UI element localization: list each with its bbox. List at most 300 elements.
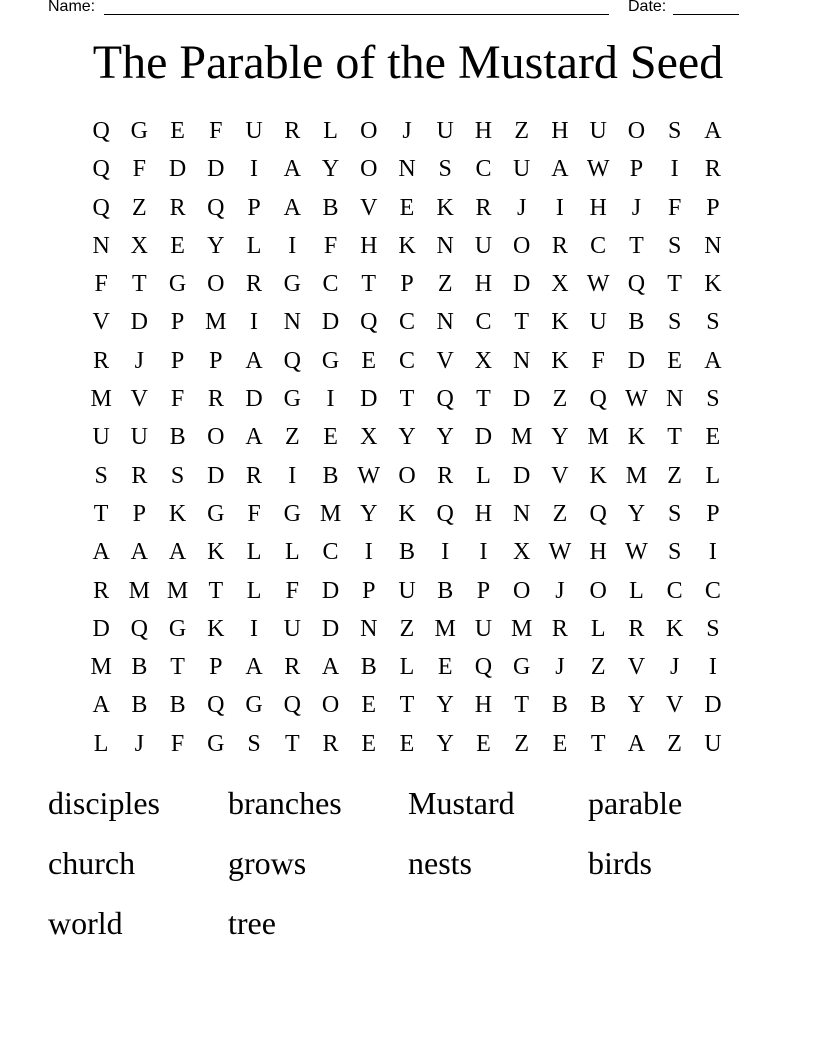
grid-letter: V [551,462,569,489]
grid-letter: S [706,386,720,413]
grid-letter: O [513,577,531,604]
grid-letter: R [322,730,339,757]
grid-row [82,495,732,533]
grid-letter: V [130,386,149,413]
grid-letter: B [628,309,645,336]
grid-letter: R [551,615,568,642]
grid-letter: L [590,615,606,642]
grid-letter: J [517,194,527,221]
grid-letter: J [134,730,145,757]
grid-letter: S [667,539,682,566]
grid-letter: R [93,577,110,604]
grid-letter: Q [207,692,225,719]
grid-letter: V [92,309,110,336]
grid-letter: K [398,232,416,259]
grid-letter: F [94,271,108,298]
grid-letter: F [667,194,682,221]
grid-letter: T [476,386,491,413]
grid-letter: L [246,539,262,566]
grid-letter: T [590,730,606,757]
grid-letter: U [513,156,531,183]
grid-letter: Z [514,118,530,144]
grid-letter: A [283,156,301,183]
grid-letter: G [283,386,301,413]
header [48,0,748,18]
grid-letter: J [555,577,565,604]
grid-letter: V [627,654,646,681]
grid-letter: A [245,424,263,451]
grid-row [82,725,732,763]
word-bank-item: world [48,905,123,941]
grid-letter: G [168,615,187,642]
grid-letter: I [250,156,259,183]
grid-letter: D [474,424,493,451]
grid-letter: T [93,500,109,527]
grid-letter: J [134,347,145,374]
grid-letter: F [285,577,299,604]
grid-letter: K [436,194,454,221]
grid-letter: B [322,194,339,221]
grid-letter: O [321,692,340,719]
grid-letter: W [625,386,648,413]
grid-row [82,303,732,341]
grid-letter: D [321,577,340,604]
grid-letter: D [130,309,149,336]
grid-letter: J [555,654,565,681]
grid-letter: T [667,424,682,451]
grid-letter: C [475,309,492,336]
grid-letter: L [399,654,415,681]
grid-letter: A [704,118,722,144]
grid-letter: O [589,577,607,604]
word-bank-item: parable [588,785,683,821]
grid-letter: Z [132,194,147,221]
grid-letter: G [207,500,225,527]
grid-letter: R [284,654,301,681]
grid-letter: D [704,692,722,719]
grid-letter: W [586,156,610,183]
grid-letter: T [399,692,415,719]
grid-letter: Y [436,692,454,719]
grid-letter: X [130,232,149,259]
grid-letter: D [627,347,646,374]
grid-letter: C [322,539,339,566]
grid-letter: T [361,271,377,298]
grid-row [82,342,732,380]
grid-letter: Q [283,692,301,719]
grid-letter: S [667,500,682,527]
grid-letter: H [360,232,378,259]
grid-letter: O [207,271,225,298]
grid-letter: D [513,271,531,298]
grid-letter: U [704,730,722,757]
grid-letter: G [283,500,301,527]
grid-letter: F [323,232,338,259]
grid-letter: S [706,309,720,336]
grid-letter: Q [283,347,301,374]
grid-letter: R [246,271,263,298]
grid-letter: P [706,194,720,221]
grid-letter: C [398,309,415,336]
grid-letter: I [479,539,488,566]
grid-letter: O [207,424,225,451]
grid-letter: N [436,232,454,259]
grid-letter: X [551,271,569,298]
grid-letter: R [284,118,301,144]
grid-letter: E [437,654,453,681]
grid-letter: L [476,462,491,489]
grid-letter: B [169,692,186,719]
grid-letter: R [628,615,645,642]
grid-letter: K [168,500,187,527]
grid-letter: T [629,232,644,259]
grid-letter: P [209,654,223,681]
grid-letter: B [551,692,568,719]
grid-letter: Q [436,500,454,527]
grid-letter: M [319,500,342,527]
grid-letter: X [513,539,531,566]
grid-letter: H [474,500,493,527]
grid-letter: T [208,577,224,604]
grid-letter: S [667,118,682,144]
grid-letter: E [361,730,377,757]
grid-letter: K [704,271,722,298]
grid-letter: P [209,347,223,374]
grid-letter: M [90,654,112,681]
grid-letter: F [591,347,605,374]
grid-letter: I [250,615,259,642]
grid-letter: M [434,615,456,642]
grid-letter: T [514,309,530,336]
grid-letter: N [92,232,110,259]
grid-letter: A [551,156,569,183]
grid-letter: B [590,692,607,719]
grid-letter: E [476,730,491,757]
grid-letter: O [398,462,416,489]
grid-letter: A [245,654,263,681]
grid-letter: R [169,194,186,221]
grid-letter: Z [437,271,453,298]
grid-letter: M [128,577,151,604]
grid-letter: P [247,194,261,221]
grid-letter: D [513,386,531,413]
grid-letter: Q [436,386,454,413]
grid-letter: U [398,577,416,604]
grid-letter: N [704,232,722,259]
word-bank [48,783,768,963]
grid-letter: S [667,232,682,259]
grid-letter: T [170,654,185,681]
grid-letter: O [513,232,531,259]
grid-letter: Z [667,462,682,489]
grid-letter: C [590,232,607,259]
grid-letter: L [246,577,262,604]
grid-letter: P [706,500,720,527]
grid-row [82,227,732,265]
grid-row [82,418,732,456]
grid-letter: Q [474,654,493,681]
word-bank-item: birds [588,845,652,881]
grid-letter: Z [552,386,568,413]
grid-letter: H [589,194,607,221]
grid-letter: E [323,424,338,451]
word-bank-item: church [48,845,136,881]
grid-letter: W [625,539,648,566]
grid-letter: Z [667,730,682,757]
grid-letter: Y [321,156,340,183]
grid-letter: M [511,615,533,642]
grid-letter: Z [284,424,300,451]
grid-letter: M [625,462,648,489]
grid-letter: B [131,692,148,719]
grid-letter: S [94,462,108,489]
grid-letter: K [207,539,225,566]
grid-letter: J [669,654,680,681]
grid-letter: M [90,386,112,413]
grid-letter: D [360,386,378,413]
grid-letter: G [207,730,225,757]
grid-letter: N [513,500,531,527]
grid-letter: Q [589,500,607,527]
grid-letter: M [205,309,227,336]
grid-row [82,533,732,571]
grid-row [82,112,732,150]
grid-letter: D [168,156,187,183]
grid-letter: U [589,118,607,144]
grid-letter: T [132,271,147,298]
grid-letter: A [92,692,110,719]
grid-letter: O [627,118,646,144]
grid-letter: V [360,194,378,221]
letter-grid [82,112,732,763]
grid-letter: F [247,500,261,527]
grid-letter: I [250,309,259,336]
grid-letter: Q [360,309,378,336]
grid-letter: J [631,194,642,221]
grid-letter: E [399,194,415,221]
grid-letter: U [474,615,493,642]
grid-letter: I [326,386,335,413]
grid-letter: C [666,577,683,604]
grid-letter: A [627,730,646,757]
grid-letter: Z [552,500,568,527]
grid-letter: I [555,194,564,221]
grid-letter: A [283,194,301,221]
grid-letter: Z [590,654,606,681]
grid-letter: C [704,577,721,604]
grid-letter: D [321,309,340,336]
grid-letter: U [245,118,263,144]
grid-letter: A [321,654,340,681]
word-bank-item: disciples [48,785,160,821]
date-label: Date: [628,0,667,15]
grid-letter: N [436,309,454,336]
grid-letter: W [586,271,610,298]
grid-letter: N [513,347,531,374]
grid-row [82,686,732,724]
grid-letter: Q [130,615,149,642]
grid-letter: Y [207,232,225,259]
name-field[interactable] [104,0,609,15]
grid-letter: K [551,347,569,374]
grid-letter: X [360,424,378,451]
grid-letter: Y [627,692,646,719]
grid-letter: M [166,577,189,604]
grid-letter: I [288,462,297,489]
grid-letter: F [170,730,185,757]
grid-row [82,189,732,227]
grid-letter: O [360,118,378,144]
grid-letter: R [704,156,721,183]
grid-letter: K [589,462,607,489]
grid-letter: K [627,424,646,451]
grid-letter: H [551,118,569,144]
grid-letter: P [170,347,185,374]
grid-letter: E [361,692,377,719]
grid-letter: I [364,539,373,566]
grid-letter: G [168,271,187,298]
grid-row [82,457,732,495]
grid-letter: D [513,462,531,489]
grid-letter: O [360,156,378,183]
grid-letter: F [170,386,185,413]
grid-letter: U [436,118,454,144]
grid-letter: N [665,386,684,413]
grid-letter: C [398,347,415,374]
grid-letter: M [511,424,533,451]
grid-letter: P [362,577,376,604]
grid-letter: T [399,386,415,413]
grid-letter: D [92,615,110,642]
grid-letter: Q [589,386,607,413]
grid-letter: C [475,156,492,183]
grid-letter: M [587,424,609,451]
grid-letter: A [245,347,263,374]
grid-letter: B [398,539,415,566]
grid-row [82,150,732,188]
grid-letter: S [706,615,720,642]
grid-letter: P [132,500,147,527]
grid-letter: B [131,654,148,681]
grid-row [82,648,732,686]
grid-letter: E [399,730,415,757]
grid-letter: L [705,462,721,489]
grid-letter: G [130,118,149,144]
grid-letter: L [246,232,262,259]
grid-letter: R [93,347,110,374]
grid-letter: I [708,539,717,566]
grid-letter: G [283,271,301,298]
grid-letter: D [207,462,225,489]
grid-letter: R [246,462,263,489]
grid-letter: E [552,730,568,757]
grid-letter: U [92,424,110,451]
grid-letter: L [93,730,109,757]
grid-letter: Y [360,500,378,527]
grid-letter: T [284,730,300,757]
grid-row [82,572,732,610]
grid-letter: X [474,347,493,374]
grid-letter: V [665,692,684,719]
grid-letter: B [437,577,454,604]
grid-letter: K [551,309,569,336]
word-bank-item: grows [228,845,307,881]
grid-letter: B [169,424,186,451]
grid-letter: U [474,232,493,259]
grid-letter: E [705,424,721,451]
grid-row [82,380,732,418]
grid-letter: C [322,271,339,298]
grid-letter: I [708,654,717,681]
grid-letter: S [667,309,682,336]
grid-letter: S [247,730,261,757]
grid-letter: L [284,539,300,566]
grid-letter: E [170,118,185,144]
grid-letter: J [402,118,412,144]
word-bank-item: nests [408,845,472,881]
grid-letter: E [361,347,377,374]
grid-letter: Z [399,615,415,642]
grid-letter: G [321,347,340,374]
grid-letter: E [667,347,682,374]
date-field[interactable] [673,0,739,15]
grid-letter: D [207,156,225,183]
grid-letter: A [130,539,149,566]
grid-letter: R [207,386,224,413]
grid-letter: P [629,156,644,183]
grid-letter: F [132,156,147,183]
grid-letter: I [670,156,679,183]
grid-letter: R [475,194,492,221]
grid-letter: K [207,615,225,642]
grid-letter: U [283,615,301,642]
grid-letter: D [245,386,263,413]
grid-letter: N [398,156,416,183]
grid-letter: P [476,577,491,604]
grid-letter: U [589,309,607,336]
name-label: Name: [48,0,96,15]
word-bank-item: tree [228,905,276,941]
grid-row [82,265,732,303]
grid-letter: P [400,271,414,298]
grid-letter: N [283,309,301,336]
grid-letter: G [513,654,531,681]
grid-letter: R [131,462,148,489]
grid-letter: S [438,156,452,183]
grid-letter: R [437,462,454,489]
grid-letter: Q [92,118,110,144]
grid-letter: Q [207,194,225,221]
grid-letter: U [130,424,149,451]
grid-letter: Y [627,500,646,527]
grid-letter: H [589,539,607,566]
grid-letter: K [398,500,416,527]
grid-letter: T [514,692,530,719]
grid-letter: Y [436,730,454,757]
grid-letter: S [170,462,185,489]
grid-letter: Y [551,424,569,451]
grid-letter: A [168,539,187,566]
grid-letter: Y [398,424,416,451]
grid-letter: L [629,577,644,604]
word-bank-item: Mustard [408,785,515,821]
grid-letter: Y [436,424,454,451]
grid-letter: T [667,271,682,298]
grid-letter: A [704,347,722,374]
grid-letter: R [551,232,568,259]
grid-letter: K [665,615,684,642]
grid-letter: F [209,118,223,144]
